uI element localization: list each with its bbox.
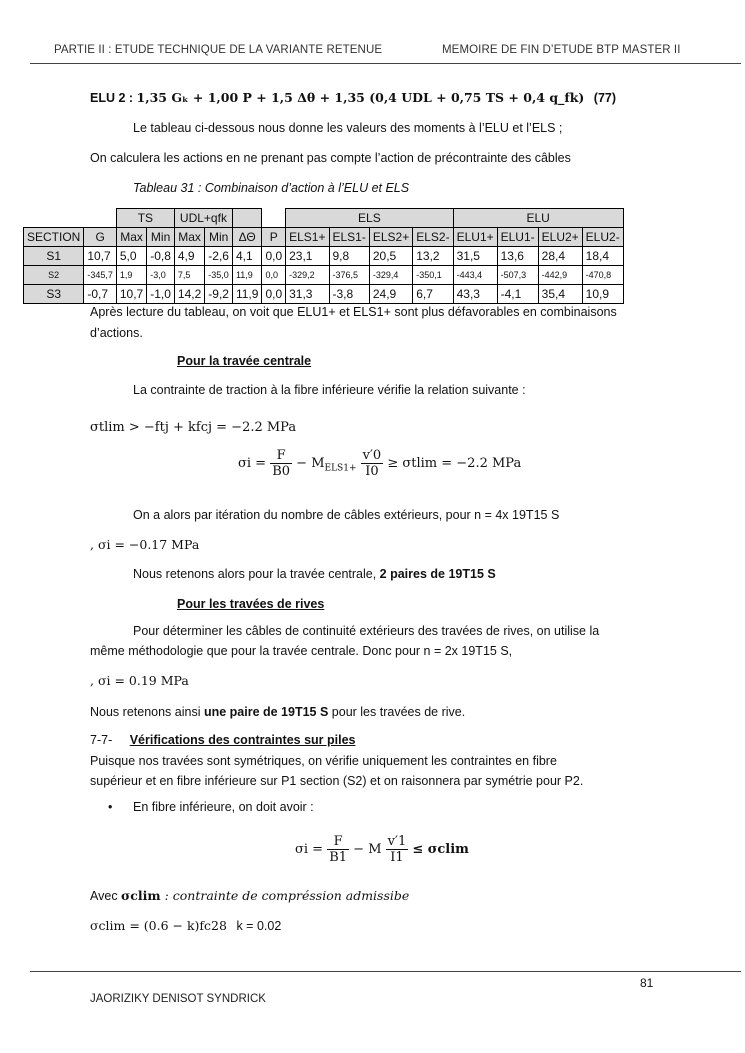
section-title: Vérifications des contraintes sur piles <box>129 733 356 747</box>
paragraph-actions: On calculera les actions en ne prenant pas compte l’action de précontrainte des câbles <box>90 151 571 165</box>
column-header: ELS2- <box>413 228 453 247</box>
table-cell: -376,5 <box>329 266 369 285</box>
table-cell: -9,2 <box>205 285 233 304</box>
central-retain <box>133 567 496 581</box>
section-number: 7-7- <box>90 733 113 747</box>
table-cell: -1,0 <box>147 285 175 304</box>
table-cell: 31,5 <box>453 247 497 266</box>
table-cell: 18,4 <box>582 247 623 266</box>
table-cell: -345,7 <box>84 266 117 285</box>
formula2-rhs: ≤ σclim <box>412 842 469 857</box>
central-retain-bold: 2 paires de 19T15 S <box>379 567 496 581</box>
avec-text: : contrainte de compréssion admissibe <box>160 888 410 903</box>
column-header: Min <box>147 228 175 247</box>
combination-table <box>23 208 624 304</box>
clim-equation: σclim = (0.6 − k)fc28 <box>90 918 227 933</box>
formula2-den2: I1 <box>390 850 404 865</box>
table-cell: -350,1 <box>413 266 453 285</box>
table-cell: 6,7 <box>413 285 453 304</box>
table-cell: 43,3 <box>453 285 497 304</box>
formula2-lhs: σi = <box>295 842 324 857</box>
central-retain-text: Nous retenons alors pour la travée centrale, <box>133 567 380 581</box>
column-header: ELS1+ <box>286 228 329 247</box>
table-cell: 10,7 <box>84 247 117 266</box>
column-header: ELS2+ <box>369 228 412 247</box>
elu2-formula-line <box>90 90 616 105</box>
footer-author: JAORIZIKY DENISOT SYNDRICK <box>90 993 266 1005</box>
table-cell: -0,7 <box>84 285 117 304</box>
table-row <box>24 266 624 285</box>
table-column-header-row <box>24 228 624 247</box>
column-header: Max <box>174 228 204 247</box>
column-header: Min <box>205 228 233 247</box>
formula1-num2: v′0 <box>362 448 382 463</box>
formula1-mid: − M <box>296 456 325 471</box>
column-header: ELU2- <box>582 228 623 247</box>
side-retain-text: Nous retenons ainsi <box>90 705 204 719</box>
section-7-7-para-1: Puisque nos travées sont symétriques, on vérifie uniquement les contraintes en fibre <box>90 754 557 768</box>
table-cell: -0,8 <box>147 247 175 266</box>
formula1-fraction-2 <box>361 448 384 479</box>
table-cell: -442,9 <box>538 266 582 285</box>
table-cell: 11,9 <box>232 285 261 304</box>
group-header-elu: ELU <box>453 209 623 228</box>
elu2-prefix: ELU 2 : <box>90 91 137 105</box>
table-cell: 4,9 <box>174 247 204 266</box>
header-divider <box>30 63 741 64</box>
formula2-num2: v′1 <box>387 834 407 849</box>
side-retain-post: pour les travées de rive. <box>328 705 466 719</box>
table-cell: 24,9 <box>369 285 412 304</box>
table-cell: 5,0 <box>116 247 146 266</box>
clim-line <box>90 918 281 933</box>
column-header: ELU1- <box>497 228 538 247</box>
side-retain <box>90 705 465 719</box>
table-cell: -329,2 <box>286 266 329 285</box>
central-inequality: σtlim > −ftj + kfcj = −2.2 MPa <box>90 420 297 435</box>
group-header-udl: UDL+qfk <box>174 209 232 228</box>
table-cell: -329,4 <box>369 266 412 285</box>
formula2-num1: F <box>327 834 349 850</box>
row-section-label: S3 <box>24 285 84 304</box>
central-iteration: On a alors par itération du nombre de câbles extérieurs, pour n = 4x 19T15 S <box>133 508 560 522</box>
page-number: 81 <box>640 976 654 990</box>
after-table-line-1: Après lecture du tableau, on voit que ELU1+ et ELS1+ sont plus défavorables en combinaisons <box>90 305 617 319</box>
formula1-fraction-1 <box>270 448 292 479</box>
column-header: ELU2+ <box>538 228 582 247</box>
side-retain-bold: une paire de 19T15 S <box>203 705 329 719</box>
table-cell: -470,8 <box>582 266 623 285</box>
after-table-line-2: d’actions. <box>90 326 143 340</box>
footer-divider <box>30 971 741 972</box>
table-cell: 31,3 <box>286 285 329 304</box>
table-cell: 28,4 <box>538 247 582 266</box>
table-cell: 0,0 <box>262 247 286 266</box>
table-cell: 1,9 <box>116 266 146 285</box>
table-cell: -35,0 <box>205 266 233 285</box>
formula1-den1: B0 <box>272 464 291 479</box>
table-cell: 9,8 <box>329 247 369 266</box>
table-cell: 23,1 <box>286 247 329 266</box>
side-spans-para-2: même méthodologie que pour la travée centrale. Donc pour n = 2x 19T15 S, <box>90 644 513 658</box>
table-cell: 10,9 <box>582 285 623 304</box>
side-sigma-value: , σi = 0.19 MPa <box>90 673 189 688</box>
bullet-text: En fibre inférieure, on doit avoir : <box>133 800 314 814</box>
formula1-sub: ELS1+ <box>324 463 357 474</box>
header-left: PARTIE II : ETUDE TECHNIQUE DE LA VARIANTE RETENUE <box>54 44 383 56</box>
formula2-fraction-1 <box>327 834 349 865</box>
table-cell: -3,0 <box>147 266 175 285</box>
avec-prefix: Avec <box>90 889 122 903</box>
table-row <box>24 285 624 304</box>
side-spans-para-1: Pour déterminer les câbles de continuité extérieurs des travées de rives, on utilise la <box>133 624 600 638</box>
section-7-7-para-2: supérieur et en fibre inférieure sur P1 section (S2) et on raisonnera par symétrie pour P2. <box>90 774 584 788</box>
row-section-label: S1 <box>24 247 84 266</box>
group-header-ts: TS <box>116 209 174 228</box>
column-header: ELU1+ <box>453 228 497 247</box>
column-header: G <box>84 228 117 247</box>
elu2-formula: 1,35 Gₖ + 1,00 P + 1,5 Δθ + 1,35 (0,4 UDL + 0,75 TS + 0,4 q_fk) <box>136 90 585 105</box>
table-cell: 0,0 <box>262 285 286 304</box>
column-header: P <box>262 228 286 247</box>
central-intro: La contrainte de traction à la fibre inférieure vérifie la relation suivante : <box>133 383 526 397</box>
bullet-dot: • <box>108 800 113 814</box>
table-cell: 20,5 <box>369 247 412 266</box>
section-7-7-heading <box>90 733 356 747</box>
heading-central-span: Pour la travée centrale <box>177 354 312 368</box>
table-body <box>24 247 624 304</box>
table-cell: 7,5 <box>174 266 204 285</box>
table-cell: 13,2 <box>413 247 453 266</box>
table-cell: -2,6 <box>205 247 233 266</box>
formula1-den2: I0 <box>365 464 379 479</box>
header-right: MEMOIRE DE FIN D’ETUDE BTP MASTER II <box>442 44 681 56</box>
formula1-rhs: ≥ σtlim = −2.2 MPa <box>387 456 522 471</box>
formula2-den1: B1 <box>329 850 348 865</box>
formula1-num1: F <box>270 448 292 464</box>
table-cell: 10,7 <box>116 285 146 304</box>
elu2-equation-number: (77) <box>593 91 617 105</box>
table-row <box>24 247 624 266</box>
table-cell: 11,9 <box>232 266 261 285</box>
column-header: ELS1- <box>329 228 369 247</box>
table-cell: 14,2 <box>174 285 204 304</box>
column-header: SECTION <box>24 228 84 247</box>
bullet-item <box>108 800 314 814</box>
formula1-lhs: σi = <box>238 456 267 471</box>
table-cell: -443,4 <box>453 266 497 285</box>
group-header-els: ELS <box>286 209 453 228</box>
table-cell: 0,0 <box>262 266 286 285</box>
formula2-fraction-2 <box>386 834 409 865</box>
formula2-mid: − M <box>353 842 382 857</box>
central-sigma-value: , σi = −0.17 MPa <box>90 537 200 552</box>
avec-line <box>90 888 409 903</box>
paragraph-table-intro: Le tableau ci-dessous nous donne les valeurs des moments à l’ELU et l’ELS ; <box>133 121 563 135</box>
column-header: ΔΘ <box>232 228 261 247</box>
table-cell: 13,6 <box>497 247 538 266</box>
avec-symbol: σclim <box>121 888 161 903</box>
table-cell: -507,3 <box>497 266 538 285</box>
row-section-label: S2 <box>24 266 84 285</box>
k-value: k = 0.02 <box>236 919 282 933</box>
table-group-header-row <box>24 209 624 228</box>
central-formula <box>238 448 521 479</box>
table-cell: -4,1 <box>497 285 538 304</box>
pile-formula <box>295 834 469 865</box>
table-cell: 35,4 <box>538 285 582 304</box>
heading-side-spans: Pour les travées de rives <box>177 597 325 611</box>
column-header: Max <box>116 228 146 247</box>
table-cell: -3,8 <box>329 285 369 304</box>
table-caption: Tableau 31 : Combinaison d’action à l’ELU et ELS <box>133 181 410 195</box>
bullet-list <box>108 800 314 814</box>
table-cell: 4,1 <box>232 247 261 266</box>
